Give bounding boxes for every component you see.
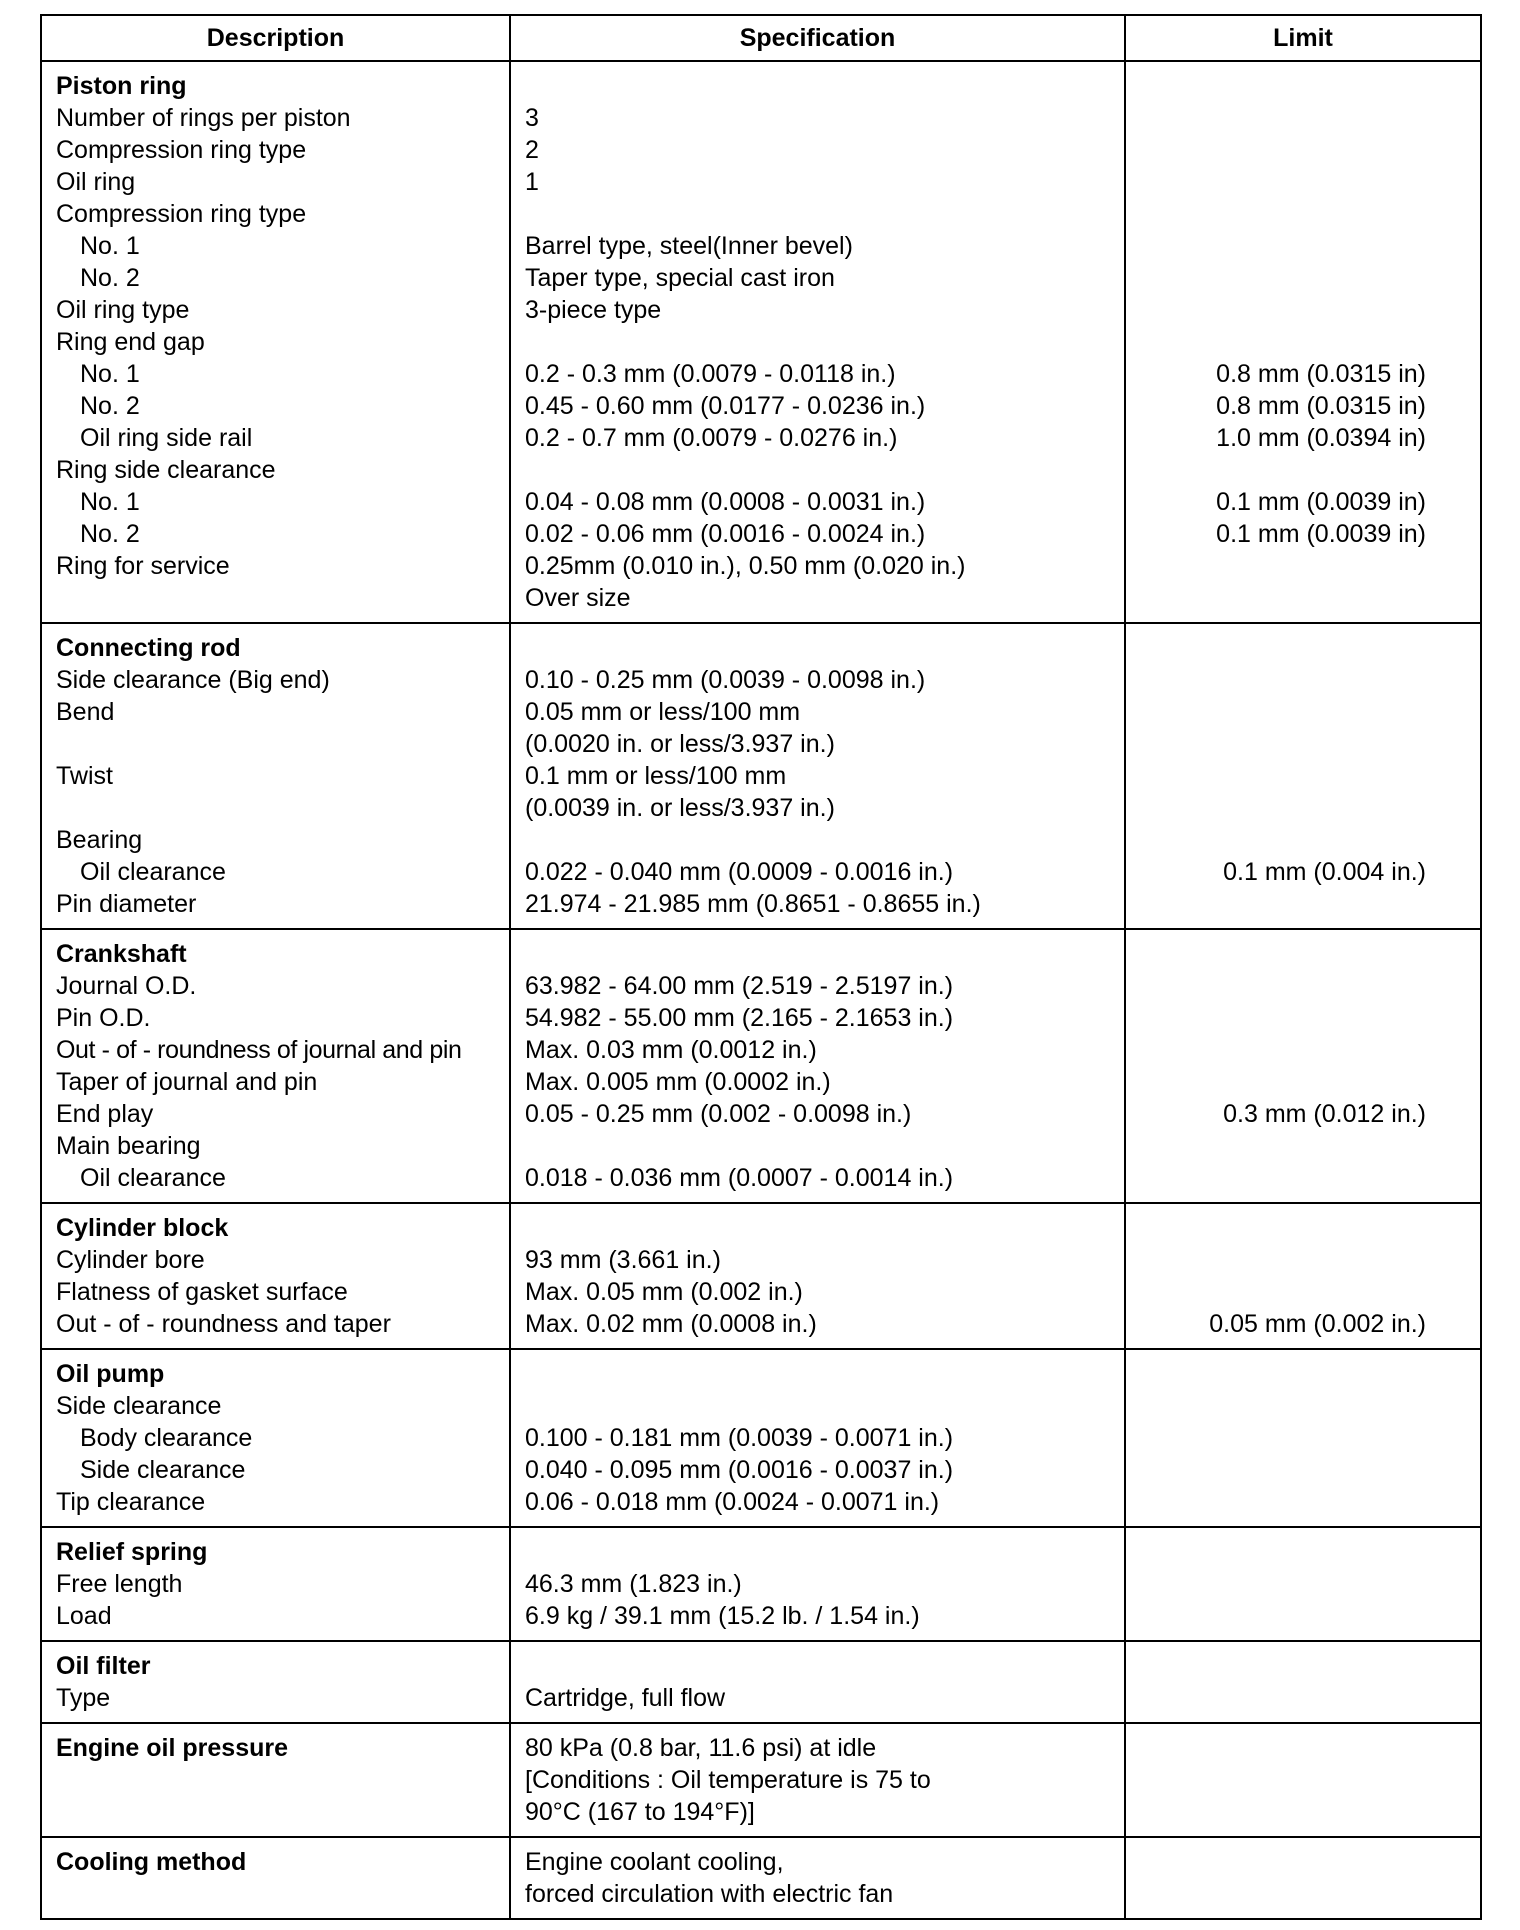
section-title: Cooling method <box>56 1848 247 1876</box>
section-engine-oil-pressure <box>41 1723 1481 1837</box>
section-cooling-method <box>41 1837 1481 1919</box>
limit-line <box>1140 1276 1426 1308</box>
description-line: Twist <box>56 762 113 790</box>
limit-line <box>1140 1422 1426 1454</box>
limit-line <box>1140 230 1426 262</box>
spec-line: 0.45 - 0.60 mm (0.0177 - 0.0236 in.) <box>525 392 926 420</box>
description-line: Side clearance (Big end) <box>56 666 330 694</box>
limit-line <box>1140 294 1426 326</box>
spec-line: 0.018 - 0.036 mm (0.0007 - 0.0014 in.) <box>525 1164 954 1192</box>
limit-line <box>1140 1390 1426 1422</box>
description-line <box>56 1796 495 1828</box>
section-title: Engine oil pressure <box>56 1734 289 1762</box>
specification-cell <box>510 1641 1125 1723</box>
spec-line: 0.040 - 0.095 mm (0.0016 - 0.0037 in.) <box>525 1456 954 1484</box>
limit-line <box>1140 888 1426 920</box>
limit-line <box>1140 134 1426 166</box>
limit-line: 0.8 mm (0.0315 in) <box>1216 392 1426 420</box>
limit-line: 0.1 mm (0.0039 in) <box>1216 520 1426 548</box>
spec-line: 0.02 - 0.06 mm (0.0016 - 0.0024 in.) <box>525 520 926 548</box>
limit-line: 0.05 mm (0.002 in.) <box>1209 1310 1426 1338</box>
description-line: Oil ring <box>56 168 136 196</box>
spec-line: Taper type, special cast iron <box>525 264 835 292</box>
spec-line <box>525 1390 1110 1422</box>
spec-line: Barrel type, steel(Inner bevel) <box>525 232 853 260</box>
limit-line <box>1140 1002 1426 1034</box>
spec-line: 1 <box>525 168 539 196</box>
description-line: Side clearance <box>56 1392 222 1420</box>
limit-line <box>1140 1846 1426 1878</box>
description-line: Free length <box>56 1570 183 1598</box>
limit-line <box>1140 1682 1426 1714</box>
specification-cell <box>510 1723 1125 1837</box>
spec-line: (0.0039 in. or less/3.937 in.) <box>525 794 835 822</box>
limit-line <box>1140 1600 1426 1632</box>
limit-cell <box>1125 1723 1481 1837</box>
description-line: Flatness of gasket surface <box>56 1278 348 1306</box>
spec-line: forced circulation with electric fan <box>525 1880 894 1908</box>
description-line: Compression ring type <box>56 136 307 164</box>
limit-line <box>1140 550 1426 582</box>
spec-line: Over size <box>525 584 631 612</box>
description-cell <box>41 1641 510 1723</box>
spec-line: 0.04 - 0.08 mm (0.0008 - 0.0031 in.) <box>525 488 926 516</box>
limit-cell <box>1125 929 1481 1203</box>
spec-line <box>525 824 1110 856</box>
section-crankshaft <box>41 929 1481 1203</box>
spec-sheet <box>40 14 1480 1920</box>
limit-line <box>1140 454 1426 486</box>
description-cell <box>41 623 510 929</box>
description-line: Bearing <box>56 826 143 854</box>
limit-line <box>1140 1130 1426 1162</box>
limit-line: 0.8 mm (0.0315 in) <box>1216 360 1426 388</box>
description-line: Taper of journal and pin <box>56 1068 318 1096</box>
limit-line: 0.3 mm (0.012 in.) <box>1223 1100 1426 1128</box>
specification-table <box>40 14 1482 1920</box>
section-cylinder-block <box>41 1203 1481 1349</box>
description-line: Tip clearance <box>56 1488 206 1516</box>
spec-line: Cartridge, full flow <box>525 1684 726 1712</box>
spec-line: 46.3 mm (1.823 in.) <box>525 1570 742 1598</box>
description-line: Oil clearance <box>80 858 226 886</box>
description-line: Ring for service <box>56 552 230 580</box>
description-cell <box>41 1723 510 1837</box>
description-line: Oil ring type <box>56 296 190 324</box>
description-line: Oil ring side rail <box>80 424 253 452</box>
limit-line <box>1140 728 1426 760</box>
limit-line <box>1140 1568 1426 1600</box>
section-oil-pump <box>41 1349 1481 1527</box>
section-oil-filter <box>41 1641 1481 1723</box>
spec-line <box>525 198 1110 230</box>
limit-line <box>1140 760 1426 792</box>
limit-line <box>1140 262 1426 294</box>
limit-line: 1.0 mm (0.0394 in) <box>1216 424 1426 452</box>
spec-line: 0.05 mm or less/100 mm <box>525 698 801 726</box>
spec-line: 90°C (167 to 194°F)] <box>525 1798 755 1826</box>
limit-line <box>1140 1536 1426 1568</box>
spec-line: 0.25mm (0.010 in.), 0.50 mm (0.020 in.) <box>525 552 966 580</box>
header-row <box>41 15 1481 61</box>
header-specification: Specification <box>510 15 1125 61</box>
limit-line <box>1140 1066 1426 1098</box>
spec-line <box>525 454 1110 486</box>
description-line: Cylinder bore <box>56 1246 205 1274</box>
spec-line: 0.2 - 0.7 mm (0.0079 - 0.0276 in.) <box>525 424 898 452</box>
limit-line <box>1140 198 1426 230</box>
spec-line <box>525 1130 1110 1162</box>
spec-line: 0.05 - 0.25 mm (0.002 - 0.0098 in.) <box>525 1100 912 1128</box>
section-title: Crankshaft <box>56 940 187 968</box>
description-cell <box>41 61 510 623</box>
description-line <box>56 1764 495 1796</box>
limit-line <box>1140 1244 1426 1276</box>
description-line: Out - of - roundness of journal and pin <box>56 1036 462 1064</box>
description-line: Bend <box>56 698 115 726</box>
description-line: End play <box>56 1100 154 1128</box>
section-title: Relief spring <box>56 1538 208 1566</box>
description-line: No. 2 <box>80 392 140 420</box>
limit-line <box>1140 102 1426 134</box>
limit-cell <box>1125 61 1481 623</box>
spec-line: Max. 0.005 mm (0.0002 in.) <box>525 1068 831 1096</box>
description-line: No. 1 <box>80 360 140 388</box>
limit-cell <box>1125 1641 1481 1723</box>
section-connecting-rod <box>41 623 1481 929</box>
description-line: No. 1 <box>80 232 140 260</box>
spec-line: 0.100 - 0.181 mm (0.0039 - 0.0071 in.) <box>525 1424 954 1452</box>
description-line: Pin diameter <box>56 890 197 918</box>
limit-line <box>1140 824 1426 856</box>
description-cell <box>41 1349 510 1527</box>
description-line <box>56 1878 495 1910</box>
limit-line <box>1140 1796 1426 1828</box>
spec-line: 54.982 - 55.00 mm (2.165 - 2.1653 in.) <box>525 1004 954 1032</box>
spec-line: 0.022 - 0.040 mm (0.0009 - 0.0016 in.) <box>525 858 954 886</box>
limit-line <box>1140 166 1426 198</box>
description-line: No. 1 <box>80 488 140 516</box>
spec-line: 6.9 kg / 39.1 mm (15.2 lb. / 1.54 in.) <box>525 1602 920 1630</box>
limit-line <box>1140 1764 1426 1796</box>
spec-line <box>525 1358 1110 1390</box>
limit-line <box>1140 1486 1426 1518</box>
limit-cell <box>1125 623 1481 929</box>
spec-line <box>525 326 1110 358</box>
spec-line: Engine coolant cooling, <box>525 1848 784 1876</box>
spec-line: Max. 0.02 mm (0.0008 in.) <box>525 1310 817 1338</box>
limit-line <box>1140 632 1426 664</box>
specification-cell <box>510 1837 1125 1919</box>
specification-cell <box>510 61 1125 623</box>
spec-line: 93 mm (3.661 in.) <box>525 1246 721 1274</box>
description-line: Pin O.D. <box>56 1004 151 1032</box>
spec-line: 80 kPa (0.8 bar, 11.6 psi) at idle <box>525 1734 877 1762</box>
limit-line <box>1140 582 1426 614</box>
specification-cell <box>510 929 1125 1203</box>
limit-line <box>1140 1732 1426 1764</box>
limit-line <box>1140 70 1426 102</box>
header-description: Description <box>41 15 510 61</box>
limit-cell <box>1125 1527 1481 1641</box>
limit-line <box>1140 1454 1426 1486</box>
description-line: Main bearing <box>56 1132 201 1160</box>
description-line: No. 2 <box>80 520 140 548</box>
limit-line <box>1140 1162 1426 1194</box>
spec-line: 3-piece type <box>525 296 662 324</box>
spec-line: 0.1 mm or less/100 mm <box>525 762 787 790</box>
section-title: Piston ring <box>56 72 187 100</box>
limit-line <box>1140 1358 1426 1390</box>
description-line: Ring end gap <box>56 328 205 356</box>
spec-line: (0.0020 in. or less/3.937 in.) <box>525 730 835 758</box>
limit-cell <box>1125 1837 1481 1919</box>
description-line: Body clearance <box>80 1424 253 1452</box>
section-title: Oil filter <box>56 1652 151 1680</box>
description-cell <box>41 1203 510 1349</box>
description-line <box>56 728 495 760</box>
spec-line <box>525 1536 1110 1568</box>
section-title: Cylinder block <box>56 1214 229 1242</box>
spec-line: Max. 0.03 mm (0.0012 in.) <box>525 1036 817 1064</box>
description-line: Number of rings per piston <box>56 104 351 132</box>
limit-line: 0.1 mm (0.004 in.) <box>1223 858 1426 886</box>
limit-cell <box>1125 1349 1481 1527</box>
description-line: Compression ring type <box>56 200 307 228</box>
header-limit: Limit <box>1125 15 1481 61</box>
section-relief-spring <box>41 1527 1481 1641</box>
specification-cell <box>510 1203 1125 1349</box>
limit-line <box>1140 326 1426 358</box>
description-cell <box>41 929 510 1203</box>
spec-line: [Conditions : Oil temperature is 75 to <box>525 1766 931 1794</box>
description-line: Side clearance <box>80 1456 246 1484</box>
spec-line: 2 <box>525 136 539 164</box>
spec-line <box>525 70 1110 102</box>
spec-line: 21.974 - 21.985 mm (0.8651 - 0.8655 in.) <box>525 890 981 918</box>
description-line: Load <box>56 1602 112 1630</box>
description-line: Type <box>56 1684 111 1712</box>
limit-line <box>1140 938 1426 970</box>
limit-line <box>1140 1034 1426 1066</box>
specification-cell <box>510 1349 1125 1527</box>
spec-line <box>525 632 1110 664</box>
spec-line: 3 <box>525 104 539 132</box>
limit-line <box>1140 664 1426 696</box>
limit-line <box>1140 792 1426 824</box>
description-line: No. 2 <box>80 264 140 292</box>
section-piston-ring <box>41 61 1481 623</box>
description-line <box>56 792 495 824</box>
spec-line <box>525 1212 1110 1244</box>
specification-cell <box>510 623 1125 929</box>
spec-line: Max. 0.05 mm (0.002 in.) <box>525 1278 803 1306</box>
description-line: Journal O.D. <box>56 972 197 1000</box>
description-cell <box>41 1837 510 1919</box>
section-title: Connecting rod <box>56 634 241 662</box>
limit-cell <box>1125 1203 1481 1349</box>
limit-line <box>1140 970 1426 1002</box>
description-line: Ring side clearance <box>56 456 276 484</box>
description-line: Out - of - roundness and taper <box>56 1310 391 1338</box>
description-line: Oil clearance <box>80 1164 226 1192</box>
limit-line <box>1140 1212 1426 1244</box>
spec-line <box>525 1650 1110 1682</box>
limit-line <box>1140 696 1426 728</box>
spec-line <box>525 938 1110 970</box>
spec-line: 63.982 - 64.00 mm (2.519 - 2.5197 in.) <box>525 972 954 1000</box>
specification-cell <box>510 1527 1125 1641</box>
description-cell <box>41 1527 510 1641</box>
description-line <box>56 582 495 614</box>
spec-line: 0.2 - 0.3 mm (0.0079 - 0.0118 in.) <box>525 360 896 388</box>
limit-line <box>1140 1878 1426 1910</box>
limit-line: 0.1 mm (0.0039 in) <box>1216 488 1426 516</box>
section-title: Oil pump <box>56 1360 165 1388</box>
limit-line <box>1140 1650 1426 1682</box>
spec-line: 0.10 - 0.25 mm (0.0039 - 0.0098 in.) <box>525 666 926 694</box>
spec-line: 0.06 - 0.018 mm (0.0024 - 0.0071 in.) <box>525 1488 940 1516</box>
